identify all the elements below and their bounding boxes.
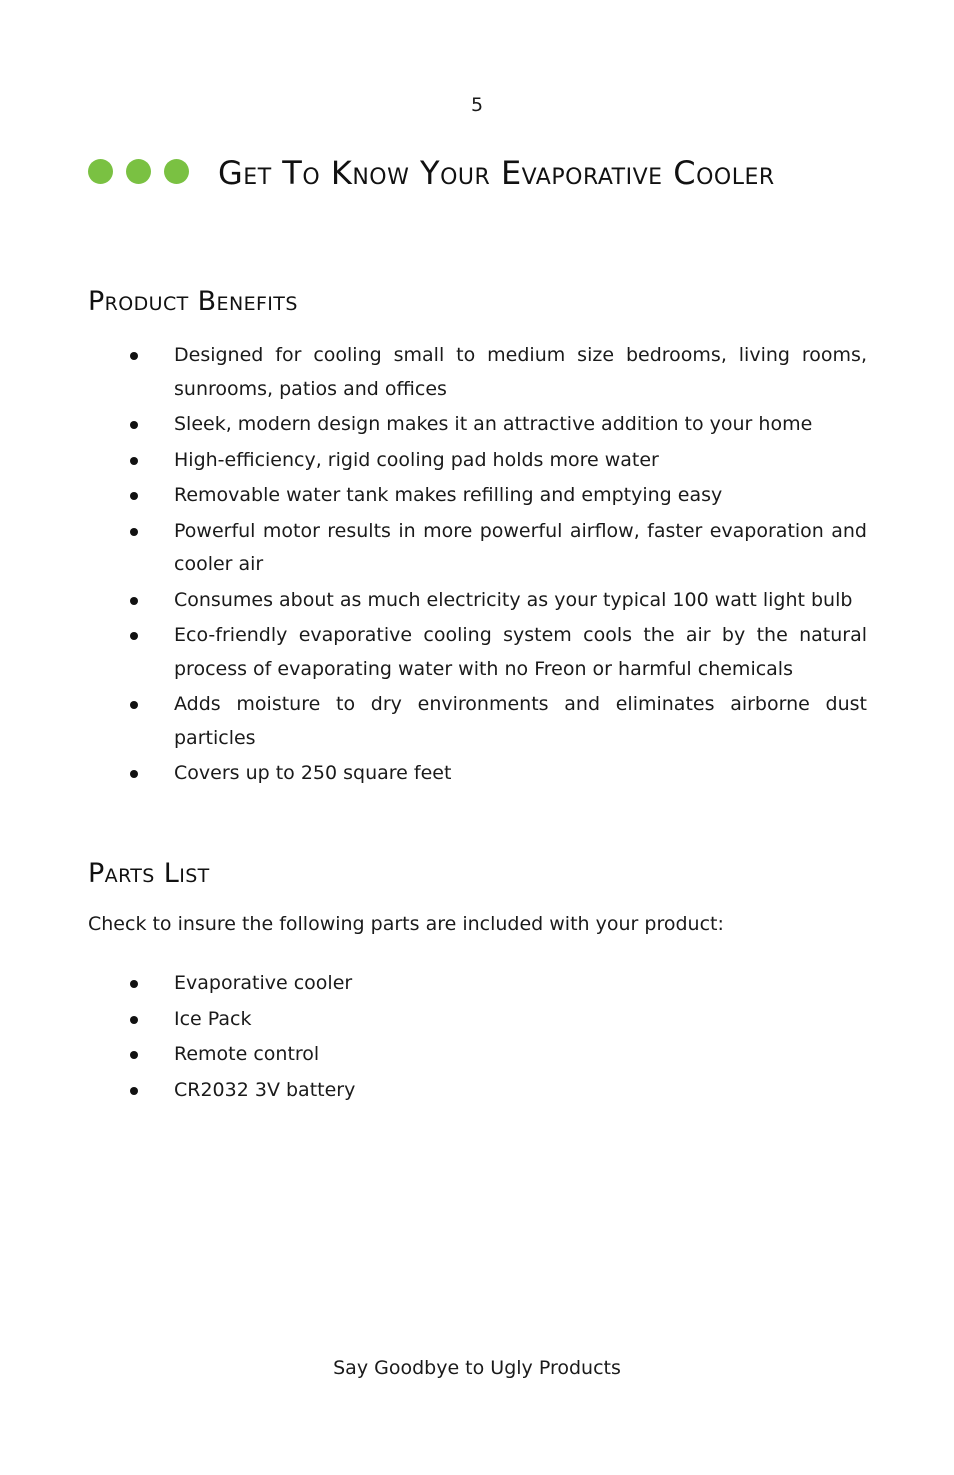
list-item: Consumes about as much electricity as your typical 100 watt light bulb (88, 584, 867, 618)
page-footer: Say Goodbye to Ugly Products (333, 1357, 621, 1379)
green-dot-icon (126, 159, 151, 184)
list-item: Removable water tank makes refilling and emptying easy (88, 479, 867, 513)
product-benefits-list (88, 339, 867, 793)
parts-list-heading: Parts List (88, 858, 210, 889)
page-number: 5 (470, 94, 484, 116)
list-item: Eco-friendly evaporative cooling system cools the air by the natural process of evaporating water with no Freon or harmful chemicals (88, 619, 867, 686)
list-item: Remote control (88, 1038, 867, 1072)
green-dot-icon (88, 159, 113, 184)
list-item: Ice Pack (88, 1003, 867, 1037)
list-item: High-efficiency, rigid cooling pad holds more water (88, 444, 867, 478)
green-dot-icon (164, 159, 189, 184)
chapter-title: Get To Know Your Evaporative Cooler (218, 154, 775, 192)
product-benefits-heading: Product Benefits (88, 286, 298, 317)
parts-intro-text: Check to insure the following parts are included with your product: (88, 913, 724, 935)
list-item: Powerful motor results in more powerful airflow, faster evaporation and cooler air (88, 515, 867, 582)
list-item: CR2032 3V battery (88, 1074, 867, 1108)
list-item: Sleek, modern design makes it an attractive addition to your home (88, 408, 867, 442)
list-item: Adds moisture to dry environments and eliminates airborne dust particles (88, 688, 867, 755)
list-item: Designed for cooling small to medium size bedrooms, living rooms, sunrooms, patios and offices (88, 339, 867, 406)
parts-list (88, 967, 867, 1109)
title-decoration (88, 159, 189, 184)
list-item: Covers up to 250 square feet (88, 757, 867, 791)
list-item: Evaporative cooler (88, 967, 867, 1001)
